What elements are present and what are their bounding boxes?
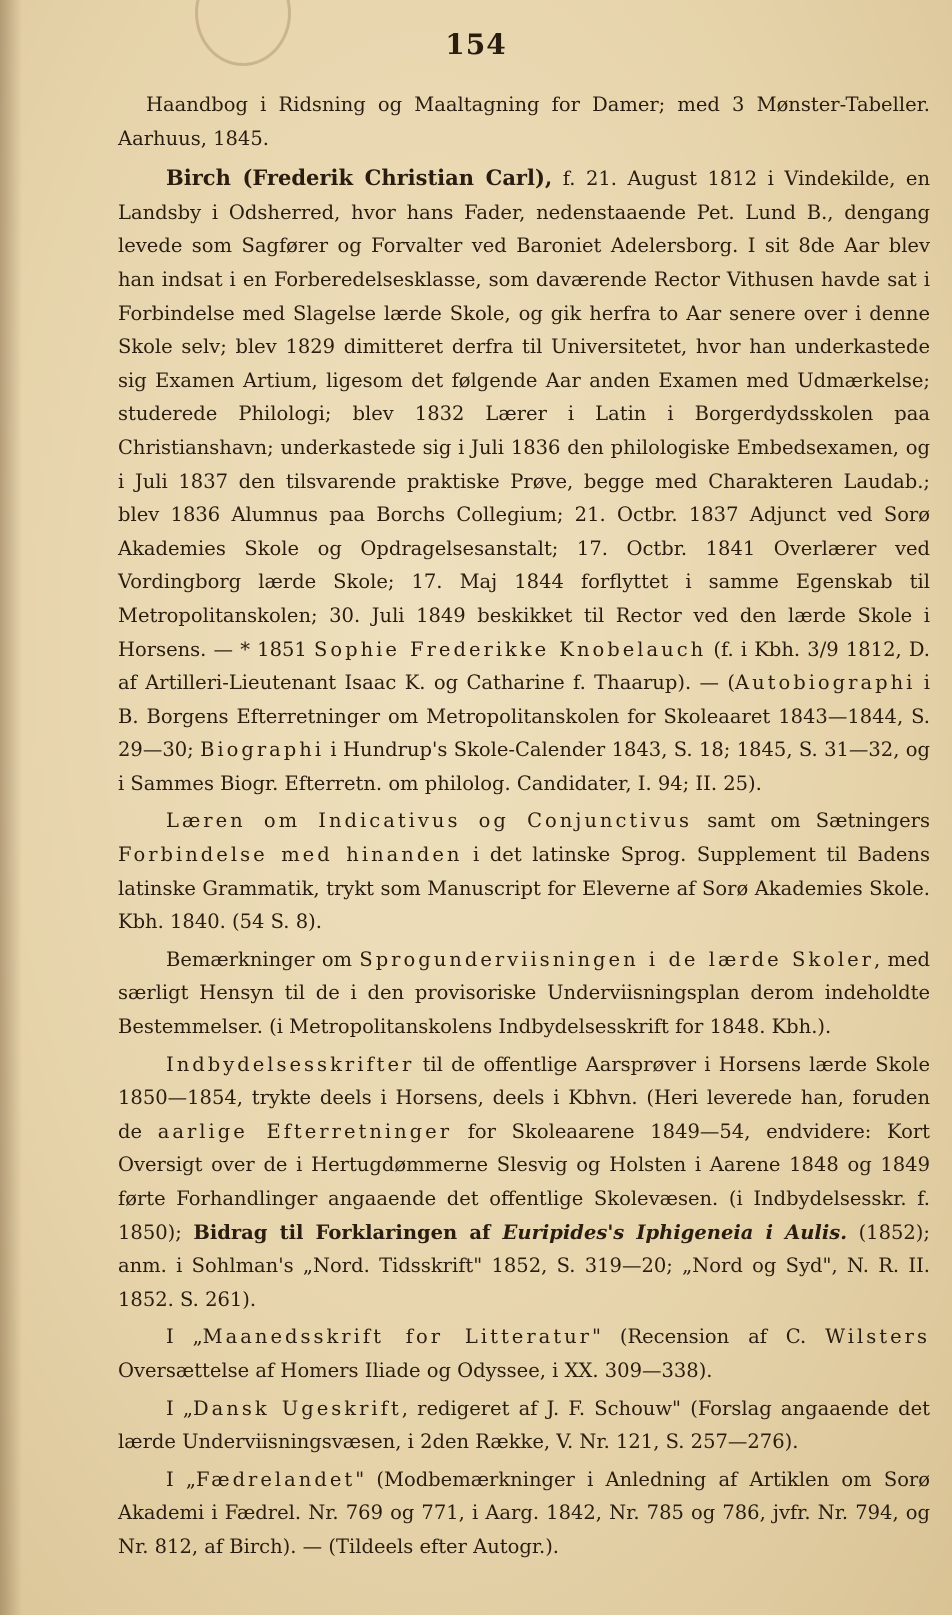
work-bold-title: Bidrag til Forklaringen af bbox=[193, 1220, 503, 1244]
work-title: Læren om Indicativus og Conjunctivus bbox=[166, 809, 693, 833]
spouse-name: Sophie Frederikke Knobelauch bbox=[313, 637, 707, 661]
work-text: for Skoleaarene 1849—54, endvidere: Kort Oversigt over de i Hertugdømmerne Slesvig og Holsten i Aarene 1848 og 1849 førte Forhandlinger angaaende det offentlige Skolevæsen. (i Indbydelsesskr. f. 1850); bbox=[118, 1119, 930, 1244]
work-item bbox=[118, 1048, 930, 1317]
work-text: , redigeret af J. F. Schouw" (Forslag angaaende det lærde Underviisningsvæsen, i 2den Række, V. Nr. 121, S. 257—276). bbox=[118, 1396, 930, 1454]
work-text: til de offentlige Aarsprøver i Horsens lærde Skole 1850—1854, trykte deels i Horsens, deels i Kbhvn. (Heri leverede han, foruden de bbox=[118, 1052, 930, 1143]
entry-name: Birch (Frederik Christian Carl), bbox=[166, 165, 553, 191]
autobiography-label: Autobiographi bbox=[735, 671, 916, 695]
biography-detail: i Hundrup's Skole-Calender 1843, S. 18; 1845, S. 31—32, og i Sammes Biogr. Efterretn. om philolog. Candidater, I. 94; II. 25). bbox=[118, 738, 930, 795]
gutter-shadow bbox=[0, 0, 22, 1615]
work-title: Dansk Ugeskrift bbox=[193, 1396, 402, 1420]
work-title: Maanedsskrift for Litteratur bbox=[202, 1325, 592, 1349]
work-text: i det latinske Sprog. Supplement til Badens latinske Grammatik, trykt som Manuscript for Eleverne af Sorø Akademies Skole. Kbh. 1840. (54 S. 8). bbox=[118, 843, 930, 934]
work-text: (1852); anm. i Sohlman's „Nord. Tidsskrift" 1852, S. 319—20; „Nord og Syd", N. R. II. 1852. S. 261). bbox=[118, 1220, 930, 1311]
entry-bio: f. 21. August 1812 i Vindekilde, en Landsby i Odsherred, hvor hans Fader, nedenstaaende Pet. Lund B., dengang levede som Sagfører og Forvalter ved Baroniet Adelersborg. I sit 8de Aar blev han indsat i en Forberedelsesklasse, som daværende Rector Vithusen havde sat i Forbindelse med Slagelse lærde Skole, og gik herfra to Aar senere over i denne Skole selv; blev 1829 dimitteret derfra til Universitetet, hvor han underkastede sig Examen Artium, ligesom det følgende Aar anden Examen med Udmærkelse; studerede Philologi; blev 1832 Lærer i Latin i Borgerdydsskolen paa Christianshavn; underkastede sig i Juli 1836 den philologiske Embedsexamen, og i Juli 1837 den tilsvarende praktiske Prøve, begge med Charakteren Laudab.; blev 1836 Alumnus paa Borchs Collegium; 21. Octbr. 1837 Adjunct ved Sorø Akademies Skole og Opdragelsesanstalt; 17. Octbr. 1841 Overlærer ved Vordingborg lærde Skole; 17. Maj 1844 forflyttet i samme Egenskab til Metropolitanskolen; 30. Juli 1849 beskikket til Rector ved den lærde Skole i Horsens. — * 1851 bbox=[118, 167, 931, 661]
biography-entry bbox=[118, 161, 930, 800]
work-italic-title: Euripides's Iphigeneia i Aulis. bbox=[502, 1220, 848, 1244]
work-text: samt om Sætningers bbox=[692, 809, 930, 833]
work-title: Sprogunderviisningen i de lærde Skoler bbox=[359, 947, 874, 971]
work-title: Wilsters bbox=[825, 1325, 930, 1349]
page-number: 154 bbox=[445, 28, 507, 61]
work-text: Oversættelse af Homers Iliade og Odyssee, i XX. 309—338). bbox=[118, 1358, 713, 1382]
work-text: " (Modbemærkninger i Anledning af Artiklen om Sorø Akademi i Fædrel. Nr. 769 og 771, i Aarg. 1842, Nr. 785 og 786, jvfr. Nr. 794, og Nr. 812, af Birch). — (Tildeels efter Autogr.). bbox=[118, 1467, 930, 1558]
autobiography-detail: i B. Borgens Efterretninger om Metropolitanskolen for Skoleaaret 1843—1844, S. 29—30; bbox=[118, 671, 931, 762]
work-title: Fædrelandet bbox=[196, 1467, 356, 1491]
work-title: Indbydelsesskrifter bbox=[166, 1052, 415, 1076]
work-text: Bemærkninger om bbox=[166, 947, 360, 971]
work-title: aarlige Efterretninger bbox=[157, 1119, 453, 1143]
work-text: I „ bbox=[166, 1325, 203, 1349]
work-text: " (Recension af C. bbox=[592, 1325, 826, 1349]
work-item bbox=[118, 1392, 930, 1459]
page-content bbox=[118, 88, 930, 1564]
work-text: I „ bbox=[166, 1396, 193, 1420]
previous-entry-tail: Haandbog i Ridsning og Maaltagning for Damer; med 3 Mønster-Tabeller. Aarhuus, 1845. bbox=[118, 93, 930, 150]
work-item bbox=[118, 1320, 930, 1387]
work-item bbox=[118, 1463, 930, 1564]
biography-label: Biographi bbox=[200, 738, 325, 762]
work-text: , med særligt Hensyn til de i den provisoriske Underviisningsplan derom indeholdte Bestemmelser. (i Metropolitanskolens Indbydelsesskrift for 1848. Kbh.). bbox=[118, 947, 930, 1039]
work-item bbox=[118, 943, 930, 1044]
work-text: I „ bbox=[166, 1467, 197, 1491]
work-title: Forbindelse med hinanden bbox=[118, 843, 463, 867]
work-item bbox=[118, 804, 930, 938]
spouse-detail: (f. i Kbh. 3/9 1812, D. af Artilleri-Lieutenant Isaac K. og Catharine f. Thaarup). — ( bbox=[118, 637, 930, 695]
